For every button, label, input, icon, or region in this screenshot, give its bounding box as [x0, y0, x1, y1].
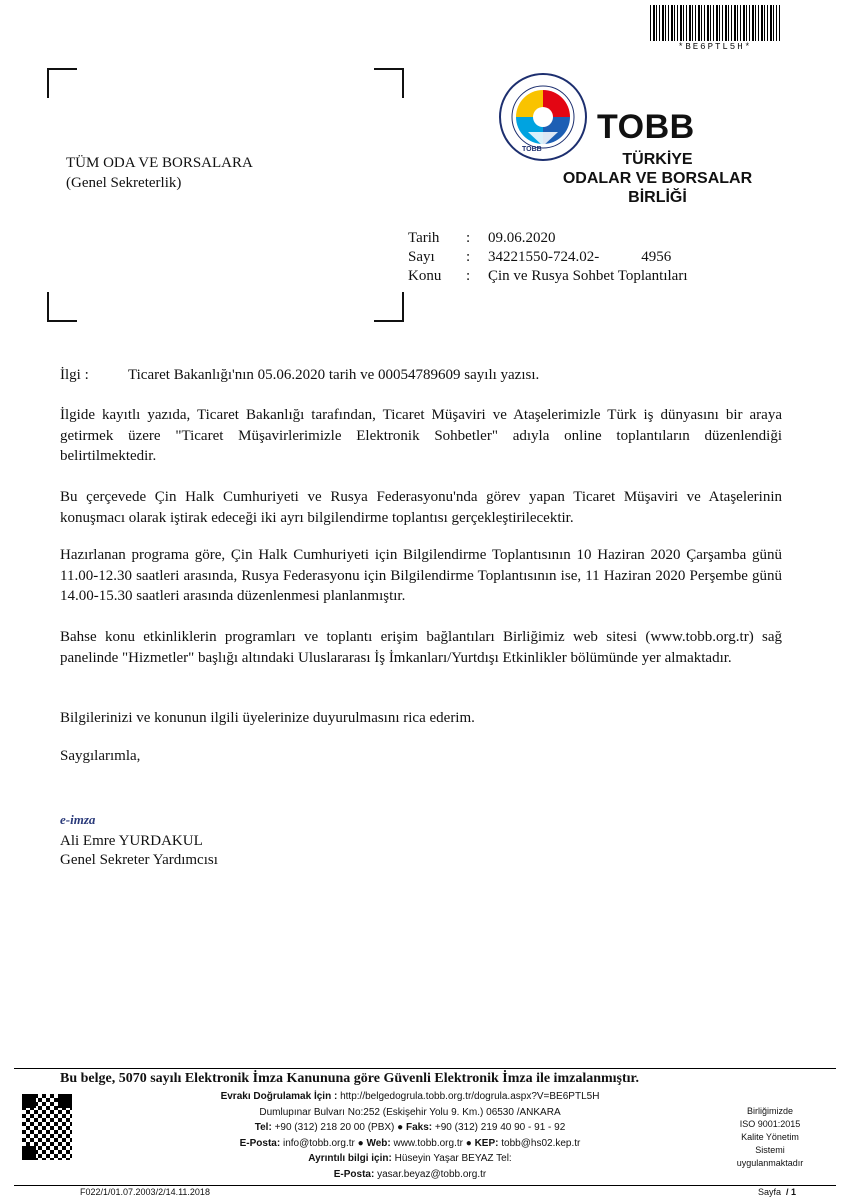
bullet-icon: ●: [397, 1122, 404, 1133]
number-label: Sayı: [408, 249, 435, 265]
organization-name: [540, 150, 775, 207]
e-signature-notice: Bu belge, 5070 sayılı Elektronik İmza Kanununa göre Güvenli Elektronik İmza ile imzalanmıştır.: [60, 1071, 639, 1086]
closing-text: Saygılarımla,: [60, 748, 141, 764]
brand-name: TOBB: [597, 108, 695, 146]
e-signature-mark: e-imza: [60, 812, 96, 827]
signer-title: Genel Sekreter Yardımcısı: [60, 852, 218, 868]
reference-text: Ticaret Bakanlığı'nın 05.06.2020 tarih ve 00054789609 sayılı yazısı.: [128, 367, 540, 383]
colon: :: [466, 230, 471, 246]
contact-email-link[interactable]: yasar.beyaz@tobb.org.tr: [377, 1168, 487, 1180]
bullet-icon: ●: [465, 1137, 472, 1149]
web-link[interactable]: www.tobb.org.tr: [393, 1137, 463, 1149]
email-link[interactable]: info@tobb.org.tr: [282, 1137, 355, 1149]
fax-value: +90 (312) 219 40 90 - 91 - 92: [434, 1122, 566, 1133]
iso-line: Kalite Yönetim: [741, 1132, 799, 1142]
fax-label: Faks:: [405, 1122, 433, 1133]
subject-value: Çin ve Rusya Sohbet Toplantıları: [488, 268, 688, 284]
kep-label: KEP:: [474, 1137, 499, 1149]
reference-line: [60, 367, 539, 384]
address-window-corner: [374, 68, 404, 98]
body-paragraph: Bahse konu etkinliklerin programları ve toplantı erişim bağlantıları Birliğimiz web sitesi (www.tobb.org.tr) sağ panelinde "Hizmetler" başlığı altındaki Uluslararası İş İmkanları/Yurtdışı Etkinlikler bölümünde yer almaktadır.: [60, 629, 782, 666]
kep-value: tobb@hs02.kep.tr: [501, 1137, 581, 1149]
body-paragraph: Hazırlanan programa göre, Çin Halk Cumhuriyeti için Bilgilendirme Toplantısının 10 Haziran 2020 Çarşamba günü 11.00-12.30 saatleri arasında, Rusya Federasyonu için Bilgilendirme Toplantısının ise, 11 Haziran 2020 Perşembe günü 14.00-15.30 saatleri arasında düzenlenmesi planlanmıştır.: [60, 547, 782, 604]
footer-divider: [14, 1068, 836, 1069]
page-value: / 1: [786, 1187, 797, 1197]
qr-code: [22, 1094, 72, 1160]
email-label: E-Posta:: [239, 1137, 281, 1149]
addressee-block: [66, 153, 253, 193]
verify-link[interactable]: http://belgedogrula.tobb.org.tr/dogrula.aspx?V=BE6PTL5H: [340, 1091, 600, 1102]
subject-label: Konu: [408, 268, 442, 284]
number-value: 34221550-724.02-: [488, 249, 600, 265]
signer-block: [60, 832, 218, 870]
page-number: [758, 1187, 796, 1197]
iso-line: Birliğimizde: [746, 1106, 793, 1116]
number-row: [408, 248, 688, 267]
addressee-line: TÜM ODA VE BORSALARA: [66, 155, 253, 171]
date-label: Tarih: [408, 230, 440, 246]
barcode-code: *BE6PTL5H*: [677, 42, 752, 52]
address-window-corner: [47, 68, 77, 98]
bullet-icon: ●: [357, 1137, 364, 1149]
document-meta: [408, 229, 688, 286]
form-code: F022/1/01.07.2003/2/14.11.2018: [80, 1187, 210, 1197]
footer-contact: [130, 1089, 690, 1182]
date-row: [408, 229, 688, 248]
page-label: Sayfa: [758, 1187, 782, 1197]
body-paragraph: İlgide kayıtlı yazıda, Ticaret Bakanlığı tarafından, Ticaret Müşaviri ve Ataşelerimizle Türk iş dünyasını bir araya getirmek üzere "Ticaret Müşavirlerimizle Elektronik Sohbetler" adıyla online toplantıların düzenlendiği belirtilmektedir.: [60, 407, 782, 464]
number-suffix: 4956: [641, 249, 672, 265]
signer-name: Ali Emre YURDAKUL: [60, 833, 203, 849]
iso-certification-note: [720, 1105, 820, 1170]
iso-line: uygulanmaktadır: [736, 1158, 804, 1168]
document-barcode: [650, 5, 780, 41]
contact-email-label: E-Posta:: [333, 1168, 375, 1180]
bottom-divider: [14, 1185, 836, 1186]
org-line: ODALAR VE BORSALAR: [562, 170, 753, 187]
org-line: BİRLİĞİ: [628, 189, 687, 206]
tel-value: +90 (312) 218 20 00 (PBX): [274, 1122, 395, 1133]
date-value: 09.06.2020: [488, 230, 556, 246]
colon: :: [466, 249, 471, 265]
address-window-corner: [47, 292, 77, 322]
contact-info-label: Ayrıntılı bilgi için:: [308, 1153, 392, 1164]
org-line: TÜRKİYE: [622, 151, 693, 168]
address-window-corner: [374, 292, 404, 322]
addressee-subline: (Genel Sekreterlik): [66, 175, 182, 191]
iso-line: Sistemi: [755, 1145, 785, 1155]
web-label: Web:: [366, 1137, 391, 1149]
colon: :: [466, 268, 471, 284]
verify-label: Evrakı Doğrulamak İçin :: [220, 1091, 338, 1102]
tel-label: Tel:: [254, 1122, 272, 1133]
subject-row: [408, 267, 688, 286]
body-paragraph: Bu çerçevede Çin Halk Cumhuriyeti ve Rusya Federasyonu'nda görev yapan Ticaret Müşaviri ve Ataşelerinin konuşmacı olarak iştirak edeceği iki ayrı bilgilendirme toplantısı gerçekleştirilecektir.: [60, 489, 782, 526]
body-paragraph: Bilgilerinizi ve konunun ilgili üyelerinize duyurulmasını rica ederim.: [60, 710, 475, 726]
tobb-logo: [498, 72, 588, 162]
reference-label: İlgi :: [60, 367, 89, 383]
address-text: Dumlupınar Bulvarı No:252 (Eskişehir Yolu 9. Km.) 06530 /ANKARA: [259, 1106, 561, 1118]
contact-info-value: Hüseyin Yaşar BEYAZ Tel:: [394, 1153, 512, 1164]
logo-inner-label: TOBB: [522, 146, 542, 153]
iso-line: ISO 9001:2015: [739, 1119, 801, 1129]
